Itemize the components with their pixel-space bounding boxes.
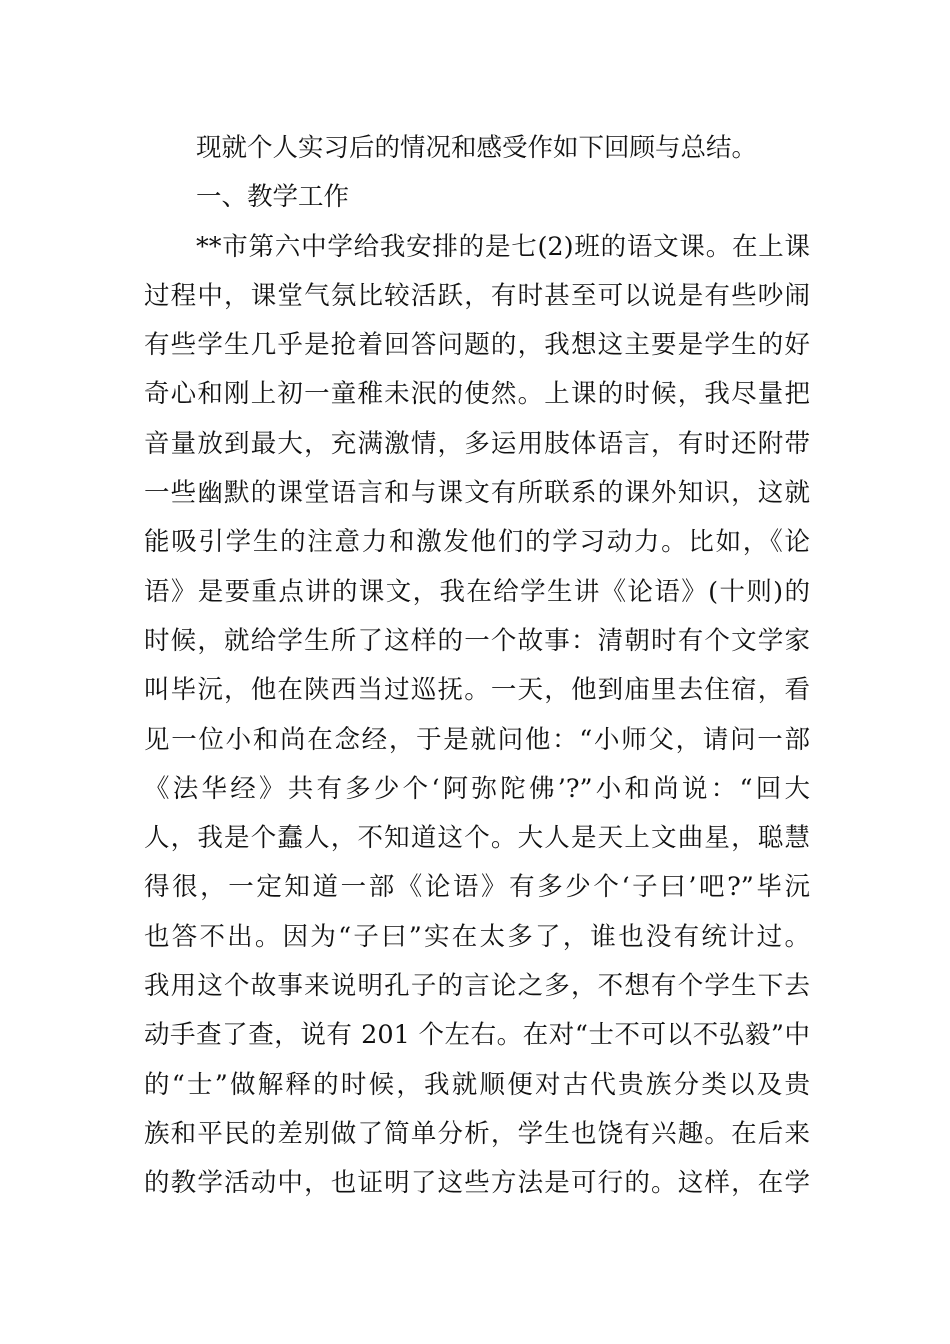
paragraph-line: 的“士”做解释的时候，我就顺便对古代贵族分类以及贵 — [144, 1069, 810, 1100]
paragraph-line: 时候，就给学生所了这样的一个故事：清朝时有个文学家 — [144, 625, 810, 656]
paragraph-line: 过程中，课堂气氛比较活跃，有时甚至可以说是有些吵闹 — [144, 280, 810, 311]
paragraph-line: 有些学生几乎是抢着回答问题的，我想这主要是学生的好 — [144, 330, 810, 361]
paragraph-line: 音量放到最大，充满激情，多运用肢体语言，有时还附带 — [144, 428, 810, 459]
paragraph-line: 能吸引学生的注意力和激发他们的学习动力。比如，《论 — [144, 527, 810, 558]
paragraph-line: 我用这个故事来说明孔子的言论之多，不想有个学生下去 — [144, 971, 810, 1002]
paragraph-line: 见一位小和尚在念经，于是就问他：“小师父，请问一部 — [144, 724, 810, 755]
paragraph-line: 得很，一定知道一部《论语》有多少个‘子曰’吧?”毕沅 — [144, 872, 810, 903]
paragraph-line: 一些幽默的课堂语言和与课文有所联系的课外知识，这就 — [144, 478, 810, 509]
paragraph-line: **市第六中学给我安排的是七(2)班的语文课。在上课 — [196, 231, 810, 262]
intro-line: 现就个人实习后的情况和感受作如下回顾与总结。 — [196, 133, 758, 163]
paragraph-line: 叫毕沅，他在陕西当过巡抚。一天，他到庙里去住宿，看 — [144, 675, 810, 706]
body-text — [144, 124, 810, 1209]
paragraph-line: 族和平民的差别做了简单分析，学生也饶有兴趣。在后来 — [144, 1118, 810, 1149]
paragraph-line: 的教学活动中，也证明了这些方法是可行的。这样，在学 — [144, 1168, 810, 1199]
paragraph-line: 人，我是个蠢人，不知道这个。大人是天上文曲星，聪慧 — [144, 823, 810, 854]
paragraph-line: 语》是要重点讲的课文，我在给学生讲《论语》(十则)的 — [144, 576, 810, 607]
section-heading: 一、教学工作 — [196, 182, 350, 213]
paragraph-line: 动手查了查，说有 201 个左右。在对“士不可以不弘毅”中 — [144, 1020, 810, 1051]
paragraph-line: 《法华经》共有多少个‘阿弥陀佛’?”小和尚说：“回大 — [144, 773, 810, 804]
paragraph-line: 奇心和刚上初一童稚未泯的使然。上课的时候，我尽量把 — [144, 379, 810, 410]
paragraph-line: 也答不出。因为“子曰”实在太多了，谁也没有统计过。 — [144, 921, 810, 952]
